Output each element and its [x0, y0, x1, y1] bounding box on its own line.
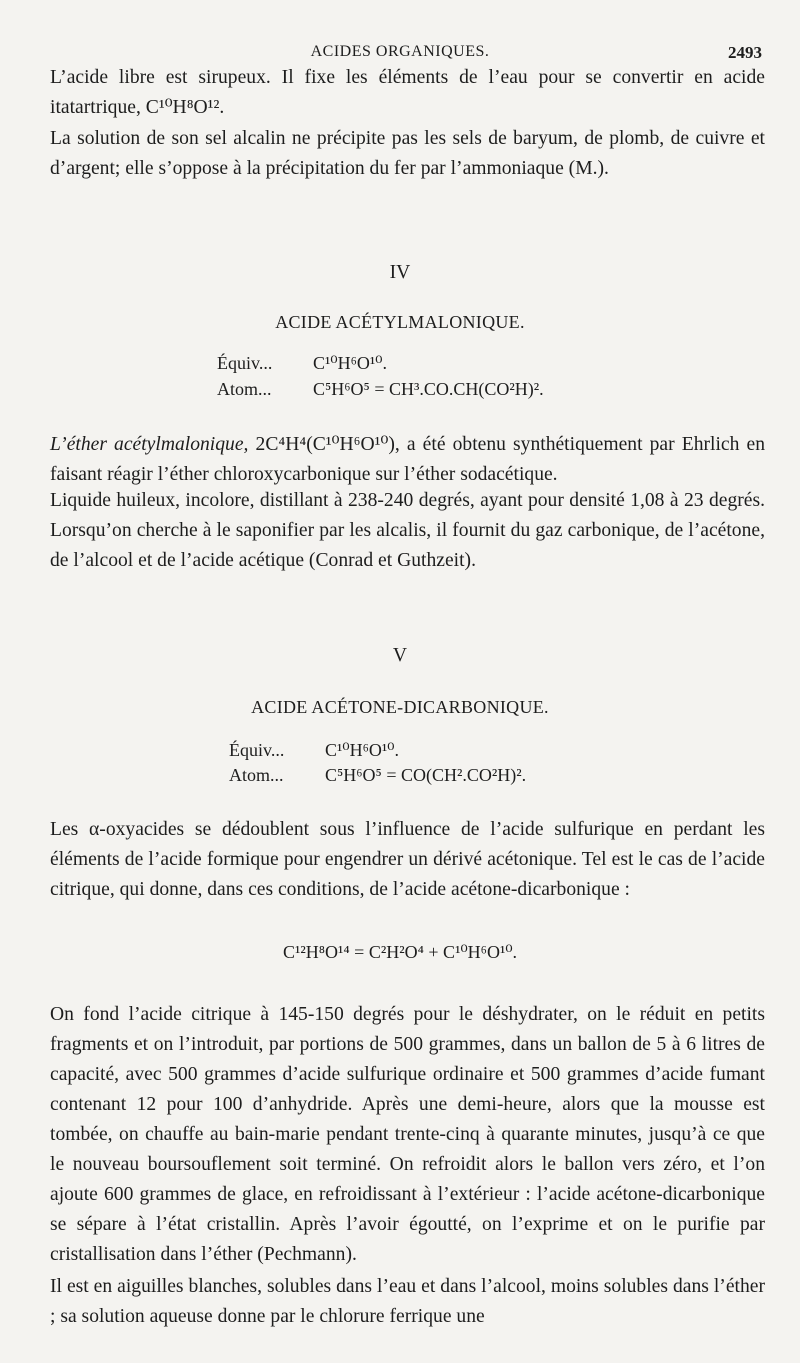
paragraph-5: Les α-oxyacides se dédoublent sous l’influence de l’acide sulfurique en perdant les éléments de l’acide formique pour engendrer un dérivé acétonique. Tel est le cas de l’acide citrique, qui donne, dans ces conditions, de l’acide acétone-dicarbonique : [50, 819, 765, 900]
paragraph-6: On fond l’acide citrique à 145-150 degrés pour le déshydrater, on le réduit en petits fragments et on l’introduit, par portions de 500 grammes, dans un ballon de 5 à 6 litres de capacité, avec 500 grammes d’acide sulfurique ordinaire et 500 grammes d’acide fumant contenant 12 pour 100 d’anhydride. Après une demi-heure, alors que la mousse est tombée, on chauffe au bain-marie pendant trente-cinq à quarante minutes, jusqu’à ce que le nouveau boursouflement soit terminé. On refroidit alors le ballon vers zéro, et l’on ajoute 600 grammes de glace, en refroidissant à l’extérieur : l’acide acétone-dicarbonique se sépare à l’état cristallin. Après l’avoir égoutté, on l’exprime et on le purifie par cristallisation dans l’éther (Pechmann). [50, 1004, 765, 1265]
section-5-numeral: V [392, 645, 408, 666]
paragraph-3-italic: L’éther acétylmalonique, [50, 434, 249, 455]
section-4-numeral: IV [389, 262, 411, 283]
paragraph-2: La solution de son sel alcalin ne précipite pas les sels de baryum, de plomb, de cuivre et d’argent; elle s’oppose à la précipitation du fer par l’ammoniaque (M.). [50, 128, 765, 179]
atom-label: Atom... [217, 379, 272, 399]
equation: C¹²H⁸O¹⁴ = C²H²O⁴ + C¹⁰H⁶O¹⁰. [282, 942, 518, 962]
paragraph-3-text: 2C⁴H⁴(C¹⁰H⁶O¹⁰), a été obtenu synthétiquement par Ehrlich en faisant réagir l’éther chloroxycarbonique sur l’éther sodacétique. [50, 434, 765, 485]
equiv-label: Équiv... [217, 353, 273, 373]
atom-formula: C⁵H⁶O⁵ = CH³.CO.CH(CO²H)². [313, 379, 544, 399]
page-number: 2493 [728, 43, 762, 62]
section-5-atom-line [229, 765, 526, 786]
equiv-label: Équiv... [229, 740, 285, 760]
paragraph-4: Liquide huileux, incolore, distillant à 238-240 degrés, ayant pour densité 1,08 à 23 degrés. Lorsqu’on cherche à le saponifier par les alcalis, il fournit du gaz carbonique, de l’acétone, de l’alcool et de l’acide acétique (Conrad et Guthzeit). [50, 490, 765, 571]
section-4-equiv-line [217, 353, 387, 374]
atom-label: Atom... [229, 765, 284, 785]
paragraph-1: L’acide libre est sirupeux. Il fixe les éléments de l’eau pour se convertir en acide itatartrique, C¹⁰H⁸O¹². [50, 67, 765, 118]
section-4-title: ACIDE ACÉTYLMALONIQUE. [275, 312, 525, 332]
section-5-equiv-line [229, 740, 399, 761]
equiv-formula: C¹⁰H⁶O¹⁰. [313, 353, 388, 373]
header-title: ACIDES ORGANIQUES. [310, 43, 490, 60]
equiv-formula: C¹⁰H⁶O¹⁰. [325, 740, 400, 760]
paragraph-3 [50, 430, 765, 490]
atom-formula: C⁵H⁶O⁵ = CO(CH².CO²H)². [325, 765, 527, 785]
section-5-title: ACIDE ACÉTONE-DICARBONIQUE. [251, 697, 549, 717]
paragraph-7: Il est en aiguilles blanches, solubles dans l’eau et dans l’alcool, moins solubles dans l’éther ; sa solution aqueuse donne par le chlorure ferrique une [50, 1276, 765, 1327]
section-4-atom-line [217, 379, 544, 400]
